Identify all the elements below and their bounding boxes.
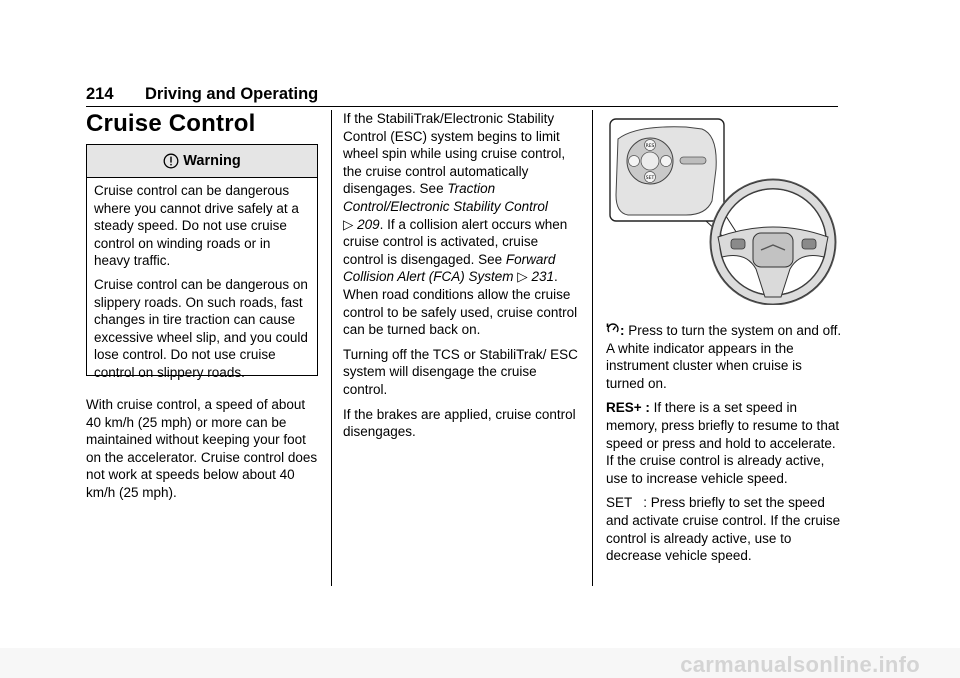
page-ref-number: 209 (357, 216, 380, 232)
page-ref-2[interactable]: ▷ 231 (517, 269, 554, 285)
page-ref-number: 231 (531, 269, 554, 285)
control-description: Press briefly to set the speed and activate cruise control. If the cruise control is already active, use to decrease vehicle speed. (606, 495, 841, 564)
page-number: 214 (86, 85, 114, 103)
warning-header (87, 145, 317, 178)
res-button-label: RES (645, 144, 655, 149)
xref-traction-control[interactable]: Traction Control/Electronic Stability Control (343, 181, 548, 214)
page-header (86, 84, 838, 107)
page-title: Cruise Control (86, 110, 256, 137)
stabilitrak-paragraph (343, 110, 579, 339)
section-title: Driving and Operating (145, 85, 319, 103)
warning-heading: Warning (183, 153, 241, 169)
control-description: If there is a set speed in memory, press briefly to resume to that speed or press and hold to accelerate. If the cruise control is already active, use to increase vehicle speed. (606, 400, 840, 486)
set-button-label: SET (645, 176, 655, 181)
tcs-paragraph: Turning off the TCS or StabiliTrak/ ESC system will disengage the cruise control. (343, 346, 578, 397)
control-label: : (620, 323, 625, 338)
control-item-set (606, 494, 842, 564)
control-label: SET : (606, 495, 648, 511)
control-label: RES+ : (606, 400, 650, 416)
column-3-controls (606, 322, 842, 572)
column-2 (343, 110, 579, 448)
intro-paragraph: With cruise control, a speed of about 40 km/h (25 mph) or more can be maintained without keeping your foot on the accelerator. Cruise control does not work at speeds below about 40 km/h (25 mph). (86, 397, 318, 500)
watermark-text: carmanualsonline.info (680, 652, 920, 677)
brakes-paragraph: If the brakes are applied, cruise control disengages. (343, 406, 576, 440)
control-item-res (606, 399, 842, 487)
control-description: Press to turn the system on and off. A white indicator appears in the instrument cluster when cruise is turned on. (606, 323, 842, 391)
control-item-on-off (606, 322, 842, 392)
column-divider-1 (331, 110, 332, 586)
text-run: . If a collision alert occurs when cruise control is activated, cruise control is disengaged. See (343, 216, 568, 267)
text-run: . When road conditions allow the cruise control to be safely used, cruise control can be turned back on. (343, 269, 578, 338)
cruise-control-switch (627, 138, 673, 184)
warning-icon (163, 153, 179, 169)
column-divider-2 (592, 110, 593, 586)
cruise-on-off-icon (606, 323, 620, 336)
steering-wheel-controls-illustration (606, 115, 838, 305)
footer-bar (0, 648, 960, 678)
warning-paragraph-2: Cruise control can be dangerous on slippery roads. On such roads, fast changes in tire traction can cause excessive wheel slip, and you could lose control. Do not use cruise control on slippery roads. (94, 276, 308, 380)
warning-box (86, 144, 318, 380)
text-run: If the StabiliTrak/Electronic Stability Control (ESC) system begins to limit wheel spin while using cruise control, the cruise control automatically disengages. See (343, 111, 566, 197)
steering-wheel (711, 180, 835, 304)
xref-forward-collision-alert[interactable]: Forward Collision Alert (FCA) System (343, 251, 556, 285)
page-ref-1[interactable]: ▷ 209 (343, 216, 380, 232)
warning-paragraph-1: Cruise control can be dangerous where you cannot drive safely at a steady speed. Do not use cruise control on winding roads or in heavy traffic. (94, 183, 299, 269)
warning-body (87, 178, 317, 382)
